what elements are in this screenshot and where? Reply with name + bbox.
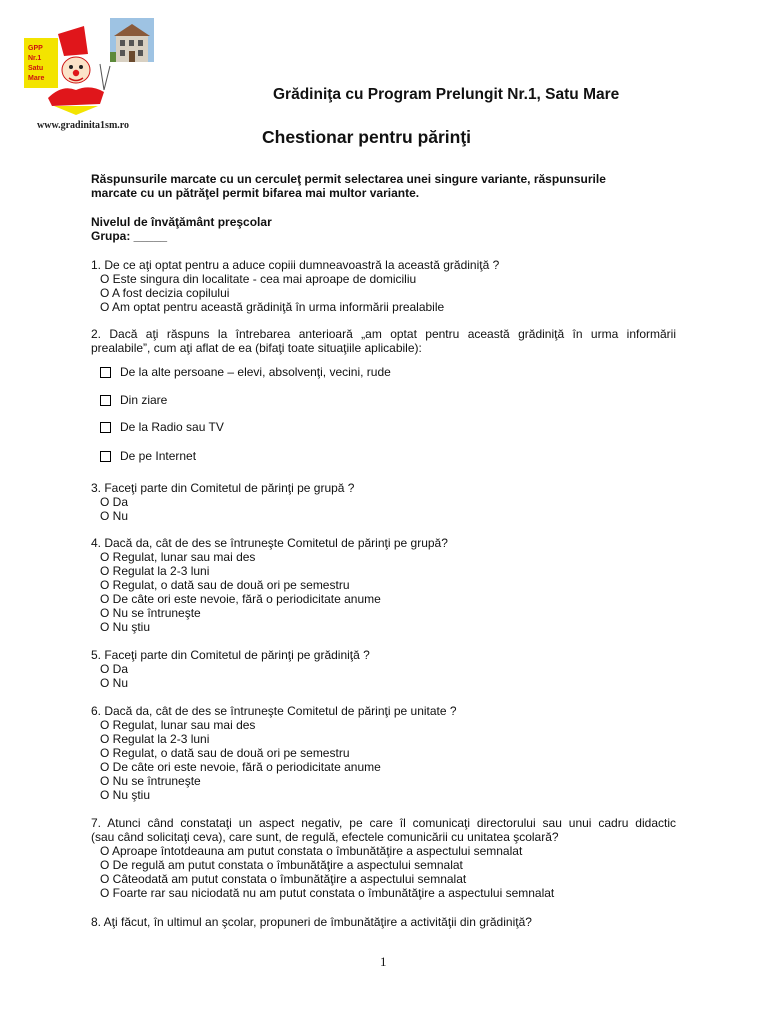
radio-option[interactable]: O De câte ori este nevoie, fără o periodicitate anume [100,760,381,774]
checkbox-label: De la alte persoane – elevi, absolvenţi, vecini, rude [120,365,391,379]
question-5 [91,648,676,690]
radio-option[interactable]: O Câteodată am putut constata o îmbunătăţire a aspectului semnalat [100,872,467,886]
radio-option[interactable]: O Regulat, o dată sau de două ori pe semestru [100,578,350,592]
radio-option[interactable]: O Am optat pentru această grădiniţă în urma informării prealabile [100,300,445,314]
education-level [91,215,676,243]
checkbox-option[interactable] [100,393,167,407]
question-6 [91,704,676,802]
question-3 [91,481,676,523]
question-text: 5. Faceţi parte din Comitetul de părinţi pe grădiniţă ? [91,648,370,662]
checkbox-option[interactable] [100,449,196,463]
checkbox[interactable] [100,451,111,462]
question-text: 3. Faceţi parte din Comitetul de părinţi pe grupă ? [91,481,355,495]
question-7 [91,816,676,900]
instructions-line: marcate cu un pătrăţel permit bifarea mai multor variante. [91,186,420,200]
radio-option[interactable]: O Da [100,662,129,676]
question-2 [91,327,676,355]
radio-option[interactable]: O Regulat, lunar sau mai des [100,550,256,564]
checkbox-label: De pe Internet [120,449,197,463]
checkbox-option[interactable] [100,420,224,434]
radio-option[interactable]: O Nu [100,676,129,690]
school-name: Grădiniţa cu Program Prelungit Nr.1, Satu Mare [273,86,620,103]
group-field: Grupa: _____ [91,229,168,243]
radio-option[interactable]: O Regulat, o dată sau de două ori pe semestru [100,746,350,760]
question-text: 7. Atunci când constataţi un aspect negativ, pe care îl comunicaţi directorului sau unui cadru didactic [91,816,676,830]
question-text: 4. Dacă da, cât de des se întruneşte Comitetul de părinţi pe grupă? [91,536,448,550]
checkbox-option[interactable] [100,365,391,379]
radio-option[interactable]: O Este singura din localitate - cea mai aproape de domiciliu [100,272,417,286]
level-label: Nivelul de învăţământ preşcolar [91,215,272,229]
question-text: 8. Aţi făcut, în ultimul an şcolar, propuneri de îmbunătăţire a activităţii din grădiniţă? [91,915,532,929]
radio-option[interactable]: O A fost decizia copilului [100,286,230,300]
question-text: 6. Dacă da, cât de des se întruneşte Comitetul de părinţi pe unitate ? [91,704,457,718]
radio-option[interactable]: O Nu se întruneşte [100,774,201,788]
question-text: prealabile”, cum aţi aflat de ea (bifaţi toate situaţiile aplicabile): [91,341,422,355]
svg-text:GPP: GPP [28,45,43,52]
svg-text:Nr.1: Nr.1 [28,55,42,62]
kindergarten-logo [24,20,112,115]
radio-option[interactable]: O Nu ştiu [100,788,151,802]
website-url: www.gradinita1sm.ro [37,120,130,131]
instructions-line: Răspunsurile marcate cu un cerculeţ permit selectarea unei singure variante, răspunsurile [91,172,606,186]
question-text: 1. De ce aţi optat pentru a aduce copiii dumneavoastră la această grădiniţă ? [91,258,500,272]
radio-option[interactable]: O Regulat la 2-3 luni [100,564,210,578]
checkbox[interactable] [100,422,111,433]
radio-option[interactable]: O Regulat la 2-3 luni [100,732,210,746]
radio-option[interactable]: O Da [100,495,129,509]
question-text: (sau când solicitaţi ceva), care sunt, de regulă, efectele comunicării cu unitatea şcolară? [91,830,559,844]
radio-option[interactable]: O Regulat, lunar sau mai des [100,718,256,732]
question-4 [91,536,676,634]
question-1 [91,258,676,314]
radio-option[interactable]: O Aproape întotdeauna am putut constata o îmbunătăţire a aspectului semnalat [100,844,523,858]
svg-text:Satu: Satu [28,65,44,72]
instructions [91,172,676,200]
checkbox[interactable] [100,367,111,378]
building-photo [110,18,154,62]
radio-option[interactable]: O De câte ori este nevoie, fără o periodicitate anume [100,592,381,606]
radio-option[interactable]: O Nu [100,509,129,523]
radio-option[interactable]: O Foarte rar sau niciodată nu am putut constata o îmbunătăţire a aspectului semnalat [100,886,555,900]
checkbox-label: Din ziare [120,393,168,407]
radio-option[interactable]: O Nu se întruneşte [100,606,201,620]
page-number: 1 [380,954,387,969]
page-title: Chestionar pentru părinţi [262,127,472,147]
checkbox-label: De la Radio sau TV [120,420,224,434]
radio-option[interactable]: O Nu ştiu [100,620,151,634]
radio-option[interactable]: O De regulă am putut constata o îmbunătăţire a aspectului semnalat [100,858,463,872]
question-8 [91,915,676,929]
svg-text:Mare: Mare [28,75,45,82]
checkbox[interactable] [100,395,111,406]
question-text: 2. Dacă aţi răspuns la întrebarea anterioară „am optat pentru această grădiniţă în urma informării [91,327,676,341]
